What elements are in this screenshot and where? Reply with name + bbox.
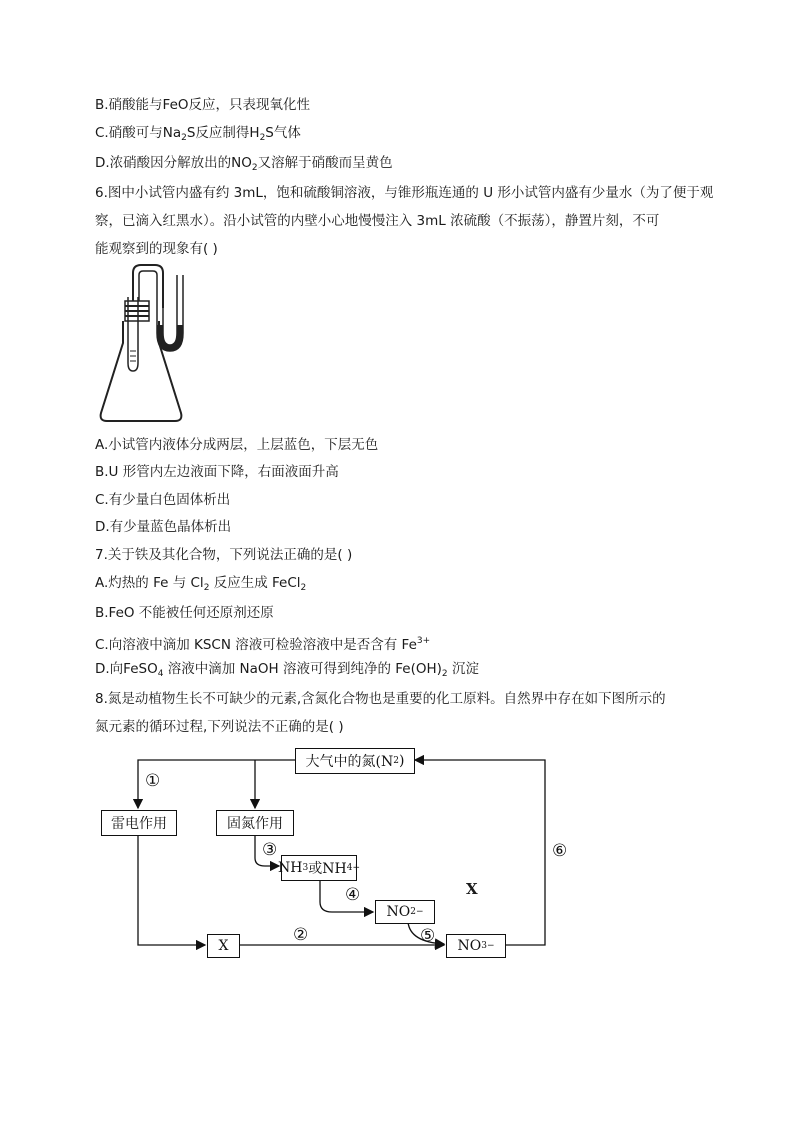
q6-stem-line-2: 察，已滴入红黑水）。沿小试管的内壁小心地慢慢注入 3mL 浓硫酸（不振荡），静置片刻，不可	[95, 213, 660, 229]
q6-option-c: C.有少量白色固体析出	[95, 492, 231, 508]
q7-stem: 7.关于铁及其化合物，下列说法正确的是( )	[95, 547, 353, 563]
step-5-label: ⑤	[420, 926, 436, 946]
q6-stem-line-3: 能观察到的现象有( )	[95, 241, 218, 257]
step-6-label: ⑥	[552, 841, 568, 861]
step-2-label: ②	[293, 925, 309, 945]
q6-stem-line-1: 6.图中小试管内盛有约 3mL，饱和硫酸铜溶液，与锥形瓶连通的 U 形小试管内盛有少量水（为了便于观	[95, 185, 714, 201]
q7-option-a: A.灼热的 Fe 与 $Cl_2$ 反应生成 FeCl$_2$	[95, 575, 307, 593]
q8-stem-line-2: 氮元素的循环过程,下列说法不正确的是( )	[95, 719, 344, 735]
q5-option-d: D.浓硝酸因分解放出的$NO_2$又溶解于硝酸而呈黄色	[95, 155, 393, 173]
nitrate-box: NO 3 −	[446, 934, 506, 958]
atmosphere-nitrogen-box: 大气中的氮(N 2 )	[295, 748, 415, 774]
nitrite-box: NO 2 −	[375, 900, 435, 924]
q6-option-a: A.小试管内液体分成两层，上层蓝色，下层无色	[95, 437, 379, 453]
step-1-label: ①	[145, 771, 161, 791]
q8-stem-line-1: 8.氮是动植物生长不可缺少的元素,含氮化合物也是重要的化工原料。自然界中存在如下图所示的	[95, 691, 666, 707]
ammonia-box: NH 3 或NH 4 +	[281, 855, 357, 881]
step-4-label: ④	[345, 885, 361, 905]
q7-option-c: C.向溶液中滴加 KSCN 溶液可检验溶液中是否含有 $Fe^{3+}$	[95, 636, 431, 653]
x-box: X	[207, 934, 240, 958]
q5-option-c: C.硝酸可与$Na_2S$反应制得$H_2S$气体	[95, 125, 301, 143]
x-free-label: X	[466, 880, 478, 898]
step-3-label: ③	[262, 840, 278, 860]
q5-option-b: B.硝酸能与FeO反应，只表现氧化性	[95, 97, 311, 113]
q7-option-d: D.向FeSO$_4$ 溶液中滴加 NaOH 溶液可得到纯净的 $Fe(OH)_2$ 沉淀	[95, 661, 479, 679]
q7-option-b: B.FeO 不能被任何还原剂还原	[95, 605, 274, 621]
fixation-box: 固氮作用	[216, 810, 294, 836]
q6-option-d: D.有少量蓝色晶体析出	[95, 519, 232, 535]
lightning-box: 雷电作用	[101, 810, 177, 836]
q6-option-b: B.U 形管内左边液面下降，右面液面升高	[95, 464, 339, 480]
